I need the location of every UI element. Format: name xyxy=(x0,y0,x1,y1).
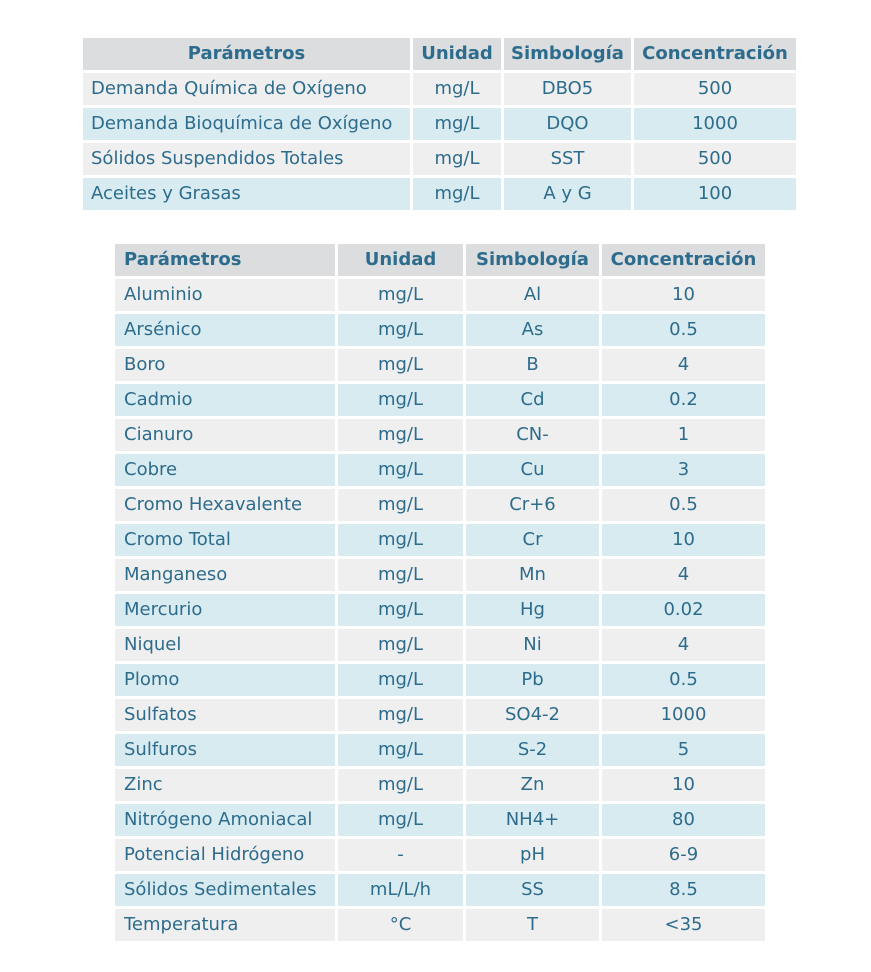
cell-unidad: mg/L xyxy=(338,664,463,696)
cell-parametro: Sólidos Sedimentales xyxy=(115,874,335,906)
cell-concentracion: 80 xyxy=(602,804,765,836)
cell-simbologia: S-2 xyxy=(466,734,599,766)
cell-unidad: mg/L xyxy=(338,279,463,311)
cell-unidad: mg/L xyxy=(338,699,463,731)
cell-concentracion: 6-9 xyxy=(602,839,765,871)
cell-simbologia: T xyxy=(466,909,599,941)
cell-unidad: mg/L xyxy=(338,629,463,661)
table-header-row xyxy=(83,38,796,70)
cell-simbologia: Al xyxy=(466,279,599,311)
cell-parametro: Cadmio xyxy=(115,384,335,416)
cell-parametro: Demanda Bioquímica de Oxígeno xyxy=(83,108,410,140)
cell-parametro: Potencial Hidrógeno xyxy=(115,839,335,871)
table-row xyxy=(115,349,765,381)
cell-parametro: Aceites y Grasas xyxy=(83,178,410,210)
header-parametros: Parámetros xyxy=(83,38,410,70)
cell-simbologia: NH4+ xyxy=(466,804,599,836)
cell-simbologia: Cr xyxy=(466,524,599,556)
cell-concentracion: 500 xyxy=(634,143,796,175)
header-concentracion: Concentración xyxy=(634,38,796,70)
cell-concentracion: 0.5 xyxy=(602,489,765,521)
cell-parametro: Niquel xyxy=(115,629,335,661)
header-parametros: Parámetros xyxy=(115,244,335,276)
cell-parametro: Zinc xyxy=(115,769,335,801)
cell-unidad: mg/L xyxy=(338,349,463,381)
cell-concentracion: 1000 xyxy=(634,108,796,140)
cell-simbologia: Hg xyxy=(466,594,599,626)
table-row xyxy=(115,489,765,521)
header-unidad: Unidad xyxy=(413,38,501,70)
table-row xyxy=(115,594,765,626)
table-row xyxy=(115,454,765,486)
header-concentracion: Concentración xyxy=(602,244,765,276)
cell-simbologia: Cr+6 xyxy=(466,489,599,521)
table-row xyxy=(83,143,796,175)
cell-simbologia: Mn xyxy=(466,559,599,591)
cell-unidad: mg/L xyxy=(338,489,463,521)
metals-parameters-table xyxy=(112,241,768,944)
cell-concentracion: <35 xyxy=(602,909,765,941)
cell-parametro: Aluminio xyxy=(115,279,335,311)
table-row xyxy=(115,804,765,836)
cell-parametro: Demanda Química de Oxígeno xyxy=(83,73,410,105)
cell-parametro: Cianuro xyxy=(115,419,335,451)
cell-simbologia: A y G xyxy=(504,178,631,210)
table-row xyxy=(115,384,765,416)
cell-simbologia: CN- xyxy=(466,419,599,451)
cell-parametro: Sulfuros xyxy=(115,734,335,766)
cell-unidad: mg/L xyxy=(413,178,501,210)
cell-parametro: Mercurio xyxy=(115,594,335,626)
cell-concentracion: 0.5 xyxy=(602,314,765,346)
cell-concentracion: 8.5 xyxy=(602,874,765,906)
cell-simbologia: DBO5 xyxy=(504,73,631,105)
table-row xyxy=(115,559,765,591)
cell-concentracion: 10 xyxy=(602,769,765,801)
table-header-row xyxy=(115,244,765,276)
cell-concentracion: 4 xyxy=(602,629,765,661)
cell-simbologia: B xyxy=(466,349,599,381)
table-row xyxy=(115,314,765,346)
cell-unidad: °C xyxy=(338,909,463,941)
cell-concentracion: 0.02 xyxy=(602,594,765,626)
cell-simbologia: DQO xyxy=(504,108,631,140)
cell-concentracion: 4 xyxy=(602,349,765,381)
cell-unidad: mg/L xyxy=(338,524,463,556)
cell-concentracion: 1000 xyxy=(602,699,765,731)
cell-parametro: Cromo Hexavalente xyxy=(115,489,335,521)
cell-unidad: mg/L xyxy=(413,108,501,140)
cell-unidad: mg/L xyxy=(338,769,463,801)
cell-unidad: - xyxy=(338,839,463,871)
cell-parametro: Sulfatos xyxy=(115,699,335,731)
header-simbologia: Simbología xyxy=(466,244,599,276)
cell-concentracion: 1 xyxy=(602,419,765,451)
cell-concentracion: 4 xyxy=(602,559,765,591)
cell-concentracion: 3 xyxy=(602,454,765,486)
cell-unidad: mg/L xyxy=(413,143,501,175)
cell-simbologia: Cu xyxy=(466,454,599,486)
table-row xyxy=(115,279,765,311)
table-row xyxy=(115,419,765,451)
table-row xyxy=(83,178,796,210)
table-row xyxy=(115,734,765,766)
cell-unidad: mg/L xyxy=(338,804,463,836)
cell-concentracion: 10 xyxy=(602,524,765,556)
table-row xyxy=(115,874,765,906)
table-row xyxy=(115,524,765,556)
cell-parametro: Temperatura xyxy=(115,909,335,941)
table-row xyxy=(115,664,765,696)
table-row xyxy=(83,73,796,105)
table-row xyxy=(115,839,765,871)
cell-parametro: Manganeso xyxy=(115,559,335,591)
cell-simbologia: As xyxy=(466,314,599,346)
cell-concentracion: 500 xyxy=(634,73,796,105)
cell-unidad: mg/L xyxy=(338,314,463,346)
cell-unidad: mg/L xyxy=(338,594,463,626)
cell-unidad: mg/L xyxy=(338,559,463,591)
cell-simbologia: Pb xyxy=(466,664,599,696)
wastewater-parameters-table xyxy=(80,35,799,213)
cell-simbologia: Zn xyxy=(466,769,599,801)
cell-parametro: Cobre xyxy=(115,454,335,486)
cell-parametro: Boro xyxy=(115,349,335,381)
cell-parametro: Arsénico xyxy=(115,314,335,346)
cell-simbologia: Ni xyxy=(466,629,599,661)
cell-unidad: mg/L xyxy=(338,419,463,451)
cell-simbologia: Cd xyxy=(466,384,599,416)
cell-parametro: Plomo xyxy=(115,664,335,696)
header-simbologia: Simbología xyxy=(504,38,631,70)
cell-simbologia: pH xyxy=(466,839,599,871)
cell-concentracion: 100 xyxy=(634,178,796,210)
table-row xyxy=(115,909,765,941)
cell-concentracion: 0.2 xyxy=(602,384,765,416)
cell-parametro: Cromo Total xyxy=(115,524,335,556)
cell-parametro: Sólidos Suspendidos Totales xyxy=(83,143,410,175)
cell-concentracion: 10 xyxy=(602,279,765,311)
cell-unidad: mg/L xyxy=(413,73,501,105)
cell-simbologia: SST xyxy=(504,143,631,175)
table-row xyxy=(115,699,765,731)
table-row xyxy=(115,769,765,801)
header-unidad: Unidad xyxy=(338,244,463,276)
cell-concentracion: 0.5 xyxy=(602,664,765,696)
table-row xyxy=(83,108,796,140)
cell-unidad: mL/L/h xyxy=(338,874,463,906)
cell-concentracion: 5 xyxy=(602,734,765,766)
table-row xyxy=(115,629,765,661)
cell-simbologia: SO4-2 xyxy=(466,699,599,731)
cell-unidad: mg/L xyxy=(338,384,463,416)
cell-unidad: mg/L xyxy=(338,454,463,486)
cell-unidad: mg/L xyxy=(338,734,463,766)
cell-simbologia: SS xyxy=(466,874,599,906)
cell-parametro: Nitrógeno Amoniacal xyxy=(115,804,335,836)
